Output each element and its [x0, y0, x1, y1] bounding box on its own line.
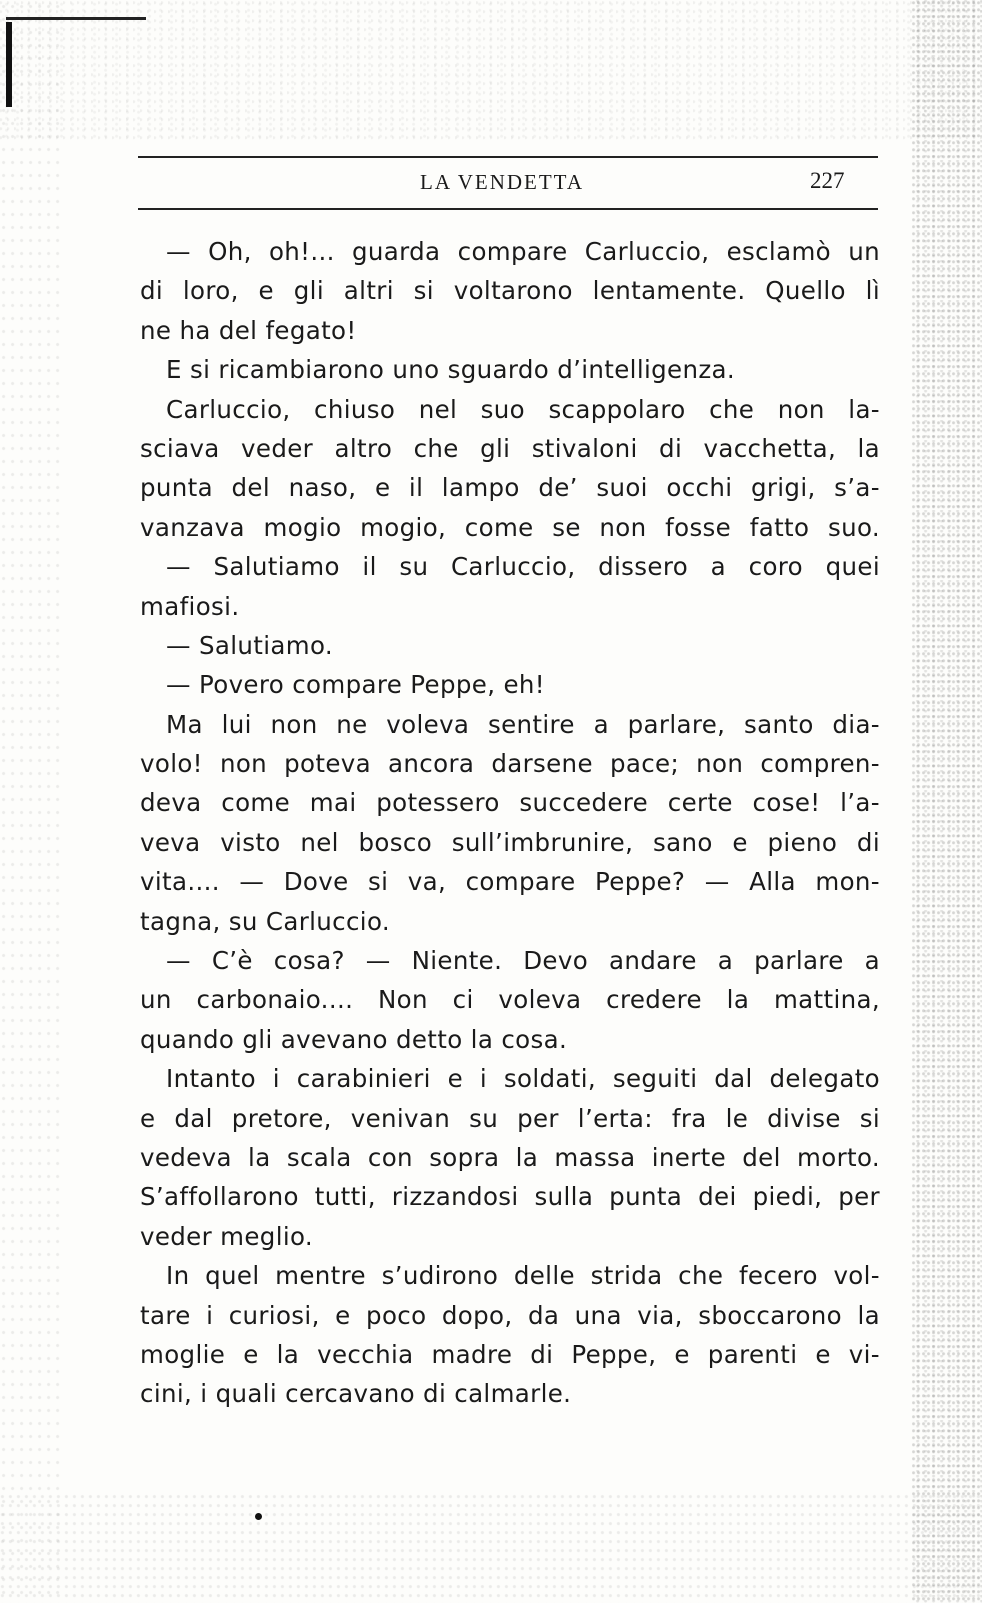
running-head [138, 152, 878, 212]
text-line: vanzava mogio mogio, come se non fosse fatto suo. [140, 512, 880, 542]
text-line: punta del naso, e il lampo de’ suoi occhi grigi, s’a- [140, 473, 880, 503]
text-line: S’affollarono tutti, rizzandosi sulla punta dei piedi, per [140, 1182, 880, 1212]
text-line: — Povero compare Peppe, eh! [166, 670, 545, 700]
text-line: veva visto nel bosco sull’imbrunire, sano e pieno di [140, 827, 880, 857]
text-line: E si ricambiarono uno sguardo d’intelligenza. [166, 355, 736, 385]
text-line: tagna, su Carluccio. [140, 906, 390, 936]
text-line: vita.... — Dove si va, compare Peppe? — Alla mon- [140, 867, 880, 897]
text-line: mafiosi. [140, 591, 240, 621]
text-line: tare i curiosi, e poco dopo, da una via, sboccarono la [140, 1300, 880, 1330]
text-line: ne ha del fegato! [140, 315, 357, 345]
text-line: Carluccio, chiuso nel suo scappolaro che non la- [166, 394, 880, 424]
text-line: — C’è cosa? — Niente. Devo andare a parlare a [166, 946, 880, 976]
text-line: In quel mentre s’udirono delle strida che fecero vol- [166, 1261, 880, 1291]
text-line: quando gli avevano detto la cosa. [140, 1024, 568, 1054]
scan-noise-right [912, 0, 982, 1603]
text-line: — Oh, oh!... guarda compare Carluccio, esclamò un [166, 237, 880, 266]
scan-noise-left [0, 0, 60, 1603]
text-line: un carbonaio.... Non ci voleva credere la mattina, [140, 985, 880, 1015]
text-line: deva come mai potessero succedere certe cose! l’a- [140, 788, 880, 818]
text-line: volo! non poteva ancora darsene pace; non compren- [140, 749, 880, 779]
scan-corner-mark [6, 17, 146, 20]
text-line: moglie e la vecchia madre di Peppe, e parenti e vi- [140, 1339, 880, 1369]
text-line: — Salutiamo il su Carluccio, dissero a coro quei [166, 552, 880, 582]
text-line: cini, i quali cercavano di calmarle. [140, 1379, 572, 1409]
header-rule [138, 208, 878, 210]
text-line: — Salutiamo. [166, 630, 334, 660]
header-rule [138, 156, 878, 158]
text-line: sciava veder altro che gli stivaloni di vacchetta, la [140, 433, 880, 463]
scan-noise-top [0, 0, 982, 140]
scan-noise-bottom [0, 1493, 982, 1603]
scan-corner-mark [6, 22, 12, 107]
running-head-title: LA VENDETTA [420, 170, 584, 194]
text-line: vedeva la scala con sopra la massa inerte del morto. [140, 1142, 880, 1172]
text-line: Intanto i carabinieri e i soldati, seguiti dal delegato [166, 1064, 880, 1094]
body-text [140, 232, 880, 1414]
ink-dot [255, 1513, 262, 1520]
text-line: di loro, e gli altri si voltarono lentamente. Quello lì [140, 276, 880, 306]
text-line: e dal pretore, venivan su per l’erta: fra le divise si [140, 1103, 880, 1133]
page-number: 227 [810, 168, 845, 193]
text-line: veder meglio. [140, 1221, 314, 1251]
text-line: Ma lui non ne voleva sentire a parlare, santo dia- [166, 709, 880, 739]
